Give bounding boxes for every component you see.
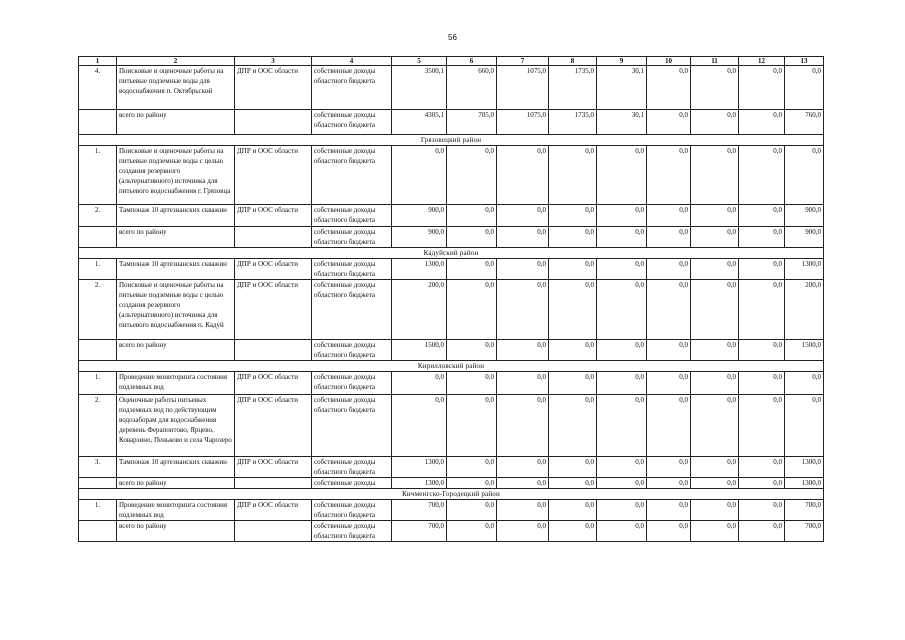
- executor: [235, 110, 312, 135]
- value-col-6: 0,0: [447, 227, 497, 248]
- funding-source: собственные доходы областного бюджета: [312, 259, 392, 280]
- value-col-12: 0,0: [739, 280, 785, 340]
- value-col-5: 0,0: [392, 146, 447, 205]
- value-col-8: 0,0: [549, 340, 597, 361]
- column-header-12: 12: [739, 57, 785, 66]
- value-col-6: 705,0: [447, 110, 497, 135]
- value-col-7: 1075,0: [497, 110, 549, 135]
- value-col-13: 1300,0: [785, 457, 824, 478]
- measure-name: Тампонаж 10 артезианских скважин: [117, 259, 235, 280]
- value-col-12: 0,0: [739, 478, 785, 489]
- executor: ДПР и ООС области: [235, 280, 312, 340]
- value-col-12: 0,0: [739, 66, 785, 110]
- value-col-6: 0,0: [447, 259, 497, 280]
- value-col-8: 0,0: [549, 227, 597, 248]
- value-col-9: 0,0: [597, 259, 647, 280]
- value-col-10: 0,0: [647, 395, 691, 457]
- table-row: [79, 259, 824, 280]
- measure-name: Поисковые и оценочные работы на питьевые подземные воды с целью создания резервного (альтернативного) источника для питьевого водоснабжения г. Грязовца: [117, 146, 235, 205]
- value-col-9: 0,0: [597, 395, 647, 457]
- value-col-13: 0,0: [785, 395, 824, 457]
- row-index: 1.: [79, 372, 117, 395]
- column-header-8: 8: [549, 57, 597, 66]
- value-col-10: 0,0: [647, 205, 691, 227]
- value-col-7: 0,0: [497, 457, 549, 478]
- row-index: 2.: [79, 205, 117, 227]
- row-index: 1.: [79, 146, 117, 205]
- value-col-11: 0,0: [691, 146, 739, 205]
- value-col-11: 0,0: [691, 521, 739, 542]
- value-col-8: 0,0: [549, 259, 597, 280]
- row-index: 2.: [79, 395, 117, 457]
- value-col-8: 0,0: [549, 280, 597, 340]
- value-col-5: 700,0: [392, 521, 447, 542]
- row-index: [79, 110, 117, 135]
- value-col-10: 0,0: [647, 457, 691, 478]
- funding-source: собственные доходы областного бюджета: [312, 457, 392, 478]
- value-col-12: 0,0: [739, 500, 785, 521]
- column-header-4: 4: [312, 57, 392, 66]
- executor: ДПР и ООС области: [235, 372, 312, 395]
- value-col-6: 0,0: [447, 457, 497, 478]
- table-row: [79, 372, 824, 395]
- budget-table: [78, 56, 824, 542]
- row-index: [79, 478, 117, 489]
- executor: ДПР и ООС области: [235, 205, 312, 227]
- column-header-9: 9: [597, 57, 647, 66]
- value-col-10: 0,0: [647, 110, 691, 135]
- row-index: 3.: [79, 457, 117, 478]
- funding-source: собственные доходы областного бюджета: [312, 66, 392, 110]
- value-col-10: 0,0: [647, 372, 691, 395]
- executor: ДПР и ООС области: [235, 259, 312, 280]
- column-header-10: 10: [647, 57, 691, 66]
- measure-name: Тампонаж 10 артезианских скважин: [117, 457, 235, 478]
- value-col-13: 900,0: [785, 205, 824, 227]
- row-index: 1.: [79, 259, 117, 280]
- total-row: [79, 478, 824, 489]
- measure-name: всего по району: [117, 110, 235, 135]
- value-col-12: 0,0: [739, 457, 785, 478]
- value-col-11: 0,0: [691, 395, 739, 457]
- funding-source: собственные доходы областного бюджета: [312, 205, 392, 227]
- total-row: [79, 521, 824, 542]
- total-row: [79, 340, 824, 361]
- measure-name: Проведение мониторинга состояния подземных вод: [117, 372, 235, 395]
- table-row: [79, 395, 824, 457]
- value-col-6: 0,0: [447, 280, 497, 340]
- section-title: Кичменгско-Городецкий район: [79, 489, 824, 500]
- value-col-8: 1735,0: [549, 66, 597, 110]
- funding-source: собственные доходы областного бюджета: [312, 500, 392, 521]
- value-col-10: 0,0: [647, 340, 691, 361]
- value-col-11: 0,0: [691, 110, 739, 135]
- value-col-5: 0,0: [392, 372, 447, 395]
- value-col-12: 0,0: [739, 227, 785, 248]
- measure-name: всего по району: [117, 227, 235, 248]
- value-col-13: 700,0: [785, 500, 824, 521]
- value-col-13: 1300,0: [785, 478, 824, 489]
- value-col-9: 30,1: [597, 66, 647, 110]
- section-header-row: [79, 489, 824, 500]
- value-col-7: 0,0: [497, 146, 549, 205]
- column-header-6: 6: [447, 57, 497, 66]
- value-col-8: 0,0: [549, 500, 597, 521]
- row-index: 4.: [79, 66, 117, 110]
- value-col-7: 0,0: [497, 372, 549, 395]
- total-row: [79, 110, 824, 135]
- value-col-9: 0,0: [597, 500, 647, 521]
- value-col-9: 0,0: [597, 372, 647, 395]
- executor: ДПР и ООС области: [235, 500, 312, 521]
- value-col-7: 0,0: [497, 205, 549, 227]
- value-col-6: 660,0: [447, 66, 497, 110]
- section-header-row: [79, 135, 824, 146]
- value-col-13: 0,0: [785, 66, 824, 110]
- value-col-7: 0,0: [497, 227, 549, 248]
- value-col-9: 30,1: [597, 110, 647, 135]
- value-col-10: 0,0: [647, 500, 691, 521]
- value-col-13: 0,0: [785, 146, 824, 205]
- value-col-5: 1500,0: [392, 340, 447, 361]
- funding-source: собственные доходы: [312, 478, 392, 489]
- column-header-1: 1: [79, 57, 117, 66]
- funding-source: собственные доходы областного бюджета: [312, 280, 392, 340]
- value-col-13: 900,0: [785, 227, 824, 248]
- row-index: 1.: [79, 500, 117, 521]
- value-col-5: 1300,0: [392, 457, 447, 478]
- value-col-10: 0,0: [647, 259, 691, 280]
- value-col-5: 700,0: [392, 500, 447, 521]
- table-row: [79, 66, 824, 110]
- value-col-11: 0,0: [691, 478, 739, 489]
- column-header-11: 11: [691, 57, 739, 66]
- table-row: [79, 500, 824, 521]
- row-index: [79, 340, 117, 361]
- value-col-9: 0,0: [597, 457, 647, 478]
- header-row: [79, 57, 824, 66]
- funding-source: собственные доходы областного бюджета: [312, 395, 392, 457]
- section-title: Кадуйский район: [79, 248, 824, 259]
- total-row: [79, 227, 824, 248]
- row-index: [79, 227, 117, 248]
- value-col-13: 760,0: [785, 110, 824, 135]
- value-col-9: 0,0: [597, 227, 647, 248]
- column-header-13: 13: [785, 57, 824, 66]
- value-col-5: 4305,1: [392, 110, 447, 135]
- value-col-12: 0,0: [739, 259, 785, 280]
- table-row: [79, 457, 824, 478]
- measure-name: всего по району: [117, 478, 235, 489]
- value-col-11: 0,0: [691, 227, 739, 248]
- column-header-2: 2: [117, 57, 235, 66]
- value-col-11: 0,0: [691, 340, 739, 361]
- value-col-8: 0,0: [549, 205, 597, 227]
- value-col-12: 0,0: [739, 205, 785, 227]
- executor: ДПР и ООС области: [235, 146, 312, 205]
- value-col-7: 0,0: [497, 500, 549, 521]
- value-col-8: 0,0: [549, 457, 597, 478]
- value-col-12: 0,0: [739, 521, 785, 542]
- section-header-row: [79, 248, 824, 259]
- value-col-12: 0,0: [739, 110, 785, 135]
- table-row: [79, 280, 824, 340]
- executor: ДПР и ООС области: [235, 395, 312, 457]
- value-col-7: 0,0: [497, 340, 549, 361]
- value-col-11: 0,0: [691, 66, 739, 110]
- value-col-11: 0,0: [691, 457, 739, 478]
- executor: [235, 478, 312, 489]
- section-title: Грязовецкий район: [79, 135, 824, 146]
- value-col-13: 0,0: [785, 372, 824, 395]
- value-col-9: 0,0: [597, 340, 647, 361]
- value-col-10: 0,0: [647, 280, 691, 340]
- value-col-5: 1300,0: [392, 478, 447, 489]
- value-col-6: 0,0: [447, 146, 497, 205]
- value-col-13: 200,0: [785, 280, 824, 340]
- value-col-11: 0,0: [691, 205, 739, 227]
- value-col-6: 0,0: [447, 478, 497, 489]
- value-col-12: 0,0: [739, 146, 785, 205]
- value-col-8: 0,0: [549, 395, 597, 457]
- value-col-10: 0,0: [647, 146, 691, 205]
- row-index: 2.: [79, 280, 117, 340]
- table-row: [79, 146, 824, 205]
- value-col-9: 0,0: [597, 146, 647, 205]
- value-col-11: 0,0: [691, 280, 739, 340]
- table-body: [79, 66, 824, 542]
- value-col-7: 1075,0: [497, 66, 549, 110]
- funding-source: собственные доходы областного бюджета: [312, 521, 392, 542]
- value-col-6: 0,0: [447, 500, 497, 521]
- page-number: 56: [448, 33, 457, 42]
- value-col-5: 3500,1: [392, 66, 447, 110]
- value-col-7: 0,0: [497, 395, 549, 457]
- value-col-9: 0,0: [597, 205, 647, 227]
- column-header-7: 7: [497, 57, 549, 66]
- value-col-11: 0,0: [691, 500, 739, 521]
- column-header-5: 5: [392, 57, 447, 66]
- value-col-13: 1500,0: [785, 340, 824, 361]
- value-col-7: 0,0: [497, 259, 549, 280]
- measure-name: Проведение мониторинга состояния подземных вод: [117, 500, 235, 521]
- value-col-6: 0,0: [447, 340, 497, 361]
- row-index: [79, 521, 117, 542]
- value-col-8: 0,0: [549, 478, 597, 489]
- value-col-5: 200,0: [392, 280, 447, 340]
- value-col-12: 0,0: [739, 372, 785, 395]
- section-title: Кирилловский район: [79, 361, 824, 372]
- value-col-8: 0,0: [549, 521, 597, 542]
- value-col-7: 0,0: [497, 521, 549, 542]
- value-col-11: 0,0: [691, 259, 739, 280]
- value-col-6: 0,0: [447, 521, 497, 542]
- executor: [235, 227, 312, 248]
- value-col-5: 900,0: [392, 205, 447, 227]
- value-col-8: 1735,0: [549, 110, 597, 135]
- value-col-13: 700,0: [785, 521, 824, 542]
- executor: ДПР и ООС области: [235, 457, 312, 478]
- executor: ДПР и ООС области: [235, 66, 312, 110]
- value-col-8: 0,0: [549, 146, 597, 205]
- section-header-row: [79, 361, 824, 372]
- funding-source: собственные доходы областного бюджета: [312, 110, 392, 135]
- value-col-5: 0,0: [392, 395, 447, 457]
- value-col-12: 0,0: [739, 340, 785, 361]
- funding-source: собственные доходы областного бюджета: [312, 372, 392, 395]
- executor: [235, 340, 312, 361]
- value-col-5: 1300,0: [392, 259, 447, 280]
- measure-name: всего по району: [117, 340, 235, 361]
- value-col-10: 0,0: [647, 227, 691, 248]
- measure-name: Тампонаж 10 артезианских скважин: [117, 205, 235, 227]
- value-col-10: 0,0: [647, 478, 691, 489]
- executor: [235, 521, 312, 542]
- value-col-12: 0,0: [739, 395, 785, 457]
- table-row: [79, 205, 824, 227]
- value-col-11: 0,0: [691, 372, 739, 395]
- value-col-7: 0,0: [497, 478, 549, 489]
- value-col-9: 0,0: [597, 280, 647, 340]
- measure-name: Поисковые и оценочные работы на питьевые подземные воды с целью создания резервного (альтернативного) источника для питьевого водоснабжения п. Кадуй: [117, 280, 235, 340]
- column-header-3: 3: [235, 57, 312, 66]
- value-col-6: 0,0: [447, 372, 497, 395]
- value-col-6: 0,0: [447, 395, 497, 457]
- value-col-7: 0,0: [497, 280, 549, 340]
- measure-name: всего по району: [117, 521, 235, 542]
- measure-name: Поисковые и оценочные работы на питьевые подземные воды для водоснабжения п. Октябрьский: [117, 66, 235, 110]
- funding-source: собственные доходы областного бюджета: [312, 340, 392, 361]
- value-col-5: 900,0: [392, 227, 447, 248]
- value-col-8: 0,0: [549, 372, 597, 395]
- value-col-9: 0,0: [597, 478, 647, 489]
- value-col-10: 0,0: [647, 521, 691, 542]
- funding-source: собственные доходы областного бюджета: [312, 146, 392, 205]
- funding-source: собственные доходы областного бюджета: [312, 227, 392, 248]
- value-col-6: 0,0: [447, 205, 497, 227]
- measure-name: Оценочные работы питьевых подземных вод по действующим водозаборам для водоснабжения деревень Ферапонтово, Ярцево, Коварзино, Пеньково и села Чарозеро: [117, 395, 235, 457]
- value-col-10: 0,0: [647, 66, 691, 110]
- value-col-9: 0,0: [597, 521, 647, 542]
- value-col-13: 1300,0: [785, 259, 824, 280]
